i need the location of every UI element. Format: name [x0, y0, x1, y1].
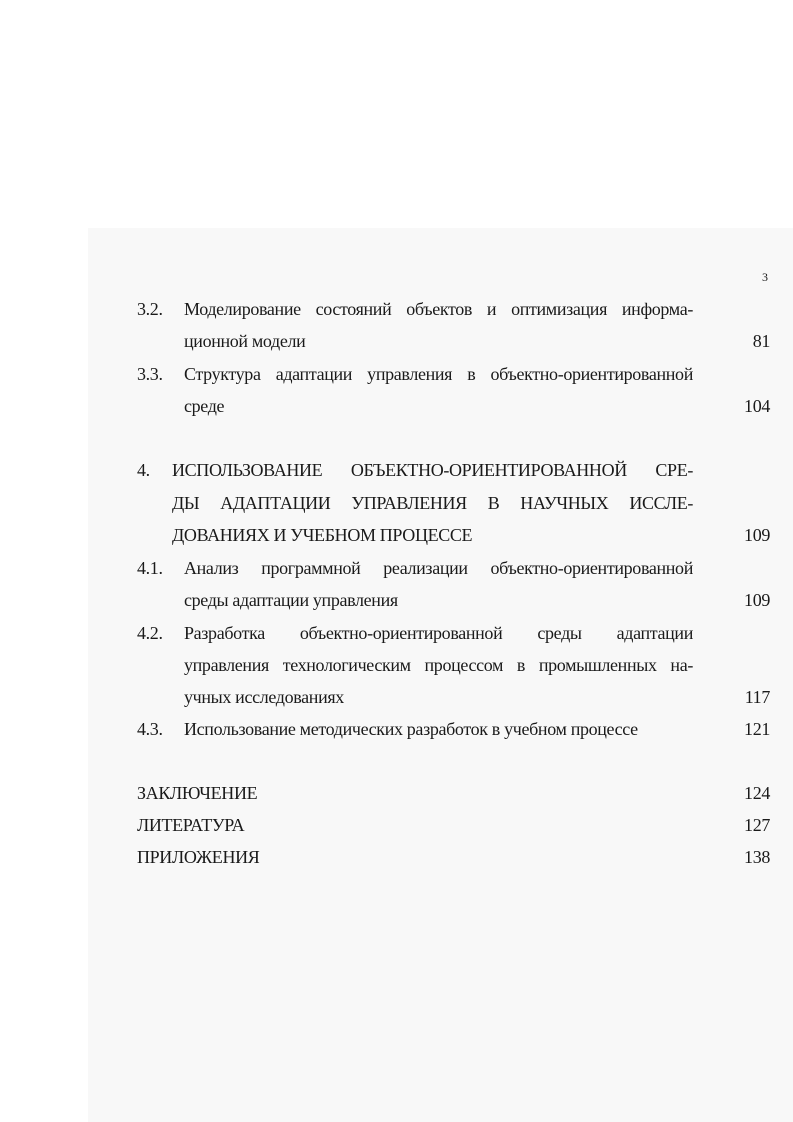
- page-number: 3: [762, 270, 768, 284]
- entry-title-line: Использование методических разработок в учебном процессе: [184, 719, 638, 739]
- entry-page: 109: [744, 590, 770, 610]
- entry-title-line: среды адаптации управления: [184, 590, 398, 610]
- entry-title-line: ИСПОЛЬЗОВАНИЕ ОБЪЕКТНО-ОРИЕНТИРОВАННОЙ СРЕ-: [172, 460, 693, 480]
- entry-page: 124: [744, 783, 770, 803]
- entry-title-line: Анализ программной реализации объектно-ориентированной: [184, 558, 693, 578]
- entry-page: 138: [744, 847, 770, 867]
- entry-title-line: среде: [184, 396, 225, 416]
- entry-title: ПРИЛОЖЕНИЯ: [137, 847, 260, 867]
- entry-title-line: ДЫ АДАПТАЦИИ УПРАВЛЕНИЯ В НАУЧНЫХ ИССЛЕ-: [172, 493, 693, 513]
- entry-number: 4.: [137, 460, 150, 480]
- entry-number: 4.3.: [137, 719, 163, 739]
- entry-page: 121: [744, 719, 770, 739]
- entry-title-line: Структура адаптации управления в объектно-ориентированной: [184, 364, 693, 384]
- entry-page: 127: [744, 815, 770, 835]
- entry-page: 109: [744, 525, 770, 545]
- entry-page: 81: [752, 331, 770, 351]
- entry-title: ЗАКЛЮЧЕНИЕ: [137, 783, 258, 803]
- entry-title: ЛИТЕРАТУРА: [137, 815, 245, 835]
- entry-page: 117: [744, 687, 770, 707]
- entry-title-line: Моделирование состояний объектов и оптимизация информа-: [184, 299, 693, 319]
- entry-title-line: ДОВАНИЯХ И УЧЕБНОМ ПРОЦЕССЕ: [172, 525, 473, 545]
- entry-number: 4.1.: [137, 558, 163, 578]
- entry-page: 104: [744, 396, 770, 416]
- entry-number: 3.2.: [137, 299, 163, 319]
- entry-title-line: Разработка объектно-ориентированной среды адаптации: [184, 623, 693, 643]
- entry-number: 3.3.: [137, 364, 163, 384]
- entry-number: 4.2.: [137, 623, 163, 643]
- entry-title-line: учных исследованиях: [184, 687, 344, 707]
- entry-title-line: управления технологическим процессом в промышленных на-: [184, 655, 693, 675]
- entry-title-line: ционной модели: [184, 331, 306, 351]
